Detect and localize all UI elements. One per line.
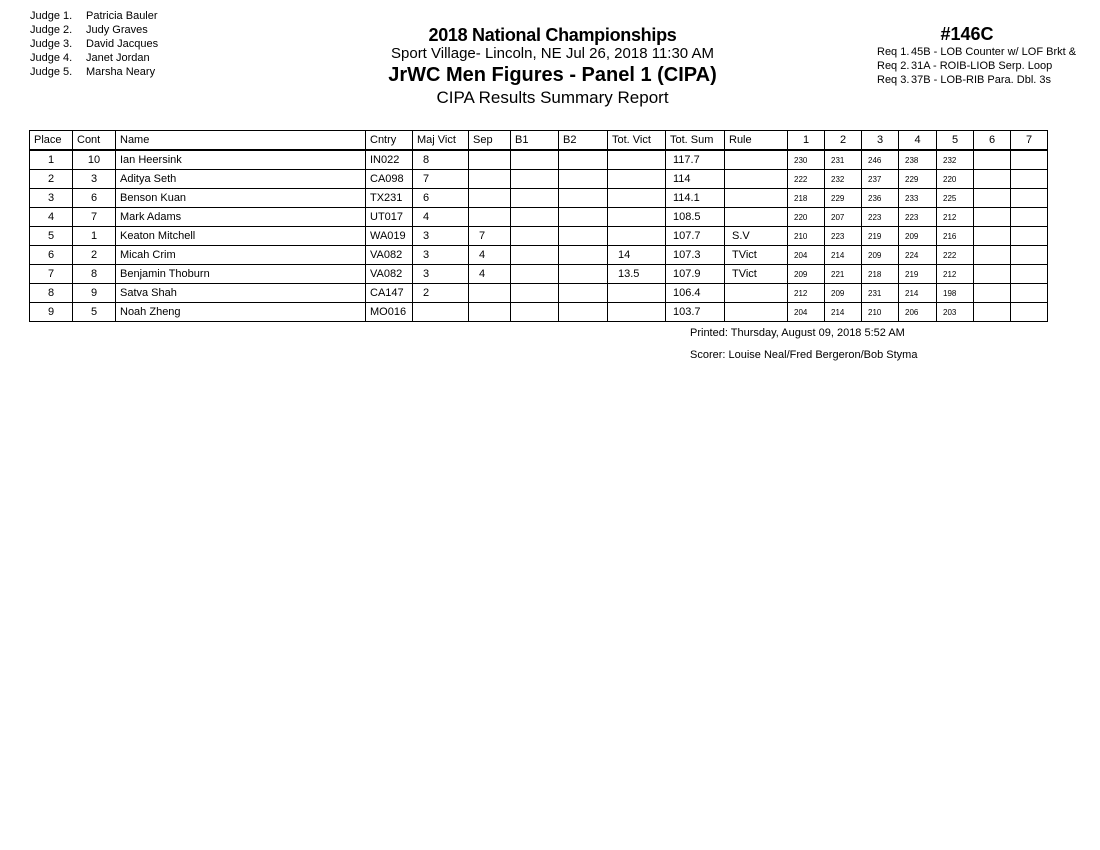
table-cell: 2 — [73, 246, 116, 265]
table-cell: 220 — [937, 170, 974, 189]
report-title: JrWC Men Figures - Panel 1 (CIPA) — [388, 64, 717, 86]
table-row — [30, 189, 1048, 208]
table-cell — [974, 208, 1011, 227]
table-cell: Satva Shah — [116, 284, 366, 303]
column-header: B2 — [559, 131, 608, 151]
table-cell: 230 — [788, 150, 825, 170]
requirement-text: 45B - LOB Counter w/ LOF Brkt & — [911, 46, 1077, 58]
table-row — [30, 170, 1048, 189]
table-cell: 114.1 — [666, 189, 725, 208]
table-cell: VA082 — [366, 246, 413, 265]
judge-label: Judge 2. — [30, 24, 73, 36]
column-header: 2 — [825, 131, 862, 151]
table-cell — [608, 170, 666, 189]
table-cell: 231 — [862, 284, 899, 303]
table-cell: CA098 — [366, 170, 413, 189]
table-cell: 1 — [30, 150, 73, 170]
table-cell: Benson Kuan — [116, 189, 366, 208]
table-cell — [559, 189, 608, 208]
table-cell: 7 — [413, 170, 469, 189]
table-cell: 3 — [413, 246, 469, 265]
table-cell — [1011, 246, 1048, 265]
table-cell: 107.3 — [666, 246, 725, 265]
table-cell: 218 — [788, 189, 825, 208]
column-header: Tot. Sum — [666, 131, 725, 151]
requirement-item — [877, 59, 1076, 73]
table-cell: 219 — [899, 265, 937, 284]
table-cell: 114 — [666, 170, 725, 189]
table-cell: 219 — [862, 227, 899, 246]
table-cell: Benjamin Thoburn — [116, 265, 366, 284]
table-cell — [1011, 227, 1048, 246]
table-cell: 212 — [937, 265, 974, 284]
judge-name: Patricia Bauler — [86, 10, 158, 22]
requirements-panel — [877, 24, 1076, 87]
table-cell: 223 — [862, 208, 899, 227]
table-cell: 236 — [862, 189, 899, 208]
table-cell: 117.7 — [666, 150, 725, 170]
table-cell: 225 — [937, 189, 974, 208]
table-cell — [559, 208, 608, 227]
table-cell: 9 — [30, 303, 73, 322]
requirement-item — [877, 73, 1076, 87]
table-cell — [511, 189, 559, 208]
table-cell — [1011, 284, 1048, 303]
table-cell: 9 — [73, 284, 116, 303]
table-cell — [511, 246, 559, 265]
table-cell: 232 — [937, 150, 974, 170]
table-cell: TVict — [725, 246, 788, 265]
table-cell — [511, 227, 559, 246]
table-cell: Noah Zheng — [116, 303, 366, 322]
table-cell — [608, 227, 666, 246]
table-cell: 206 — [899, 303, 937, 322]
table-cell — [1011, 150, 1048, 170]
requirement-text: 37B - LOB-RIB Para. Dbl. 3s — [911, 74, 1051, 86]
table-cell: 7 — [469, 227, 511, 246]
judge-item — [30, 51, 158, 65]
table-cell: Ian Heersink — [116, 150, 366, 170]
table-cell: 2 — [413, 284, 469, 303]
column-header: 5 — [937, 131, 974, 151]
table-cell: 14 — [608, 246, 666, 265]
table-cell: 231 — [825, 150, 862, 170]
table-cell — [608, 189, 666, 208]
table-cell: 3 — [413, 265, 469, 284]
table-cell — [559, 284, 608, 303]
requirement-item — [877, 45, 1076, 59]
table-cell: 7 — [30, 265, 73, 284]
table-cell: 207 — [825, 208, 862, 227]
table-cell — [559, 303, 608, 322]
table-cell — [559, 227, 608, 246]
column-header: 3 — [862, 131, 899, 151]
judge-item — [30, 65, 158, 79]
report-header — [300, 25, 805, 109]
printed-date: Printed: Thursday, August 09, 2018 5:52 AM — [690, 327, 905, 339]
column-header: Name — [116, 131, 366, 151]
table-cell: 209 — [788, 265, 825, 284]
table-cell: 229 — [899, 170, 937, 189]
table-cell: VA082 — [366, 265, 413, 284]
table-cell: 6 — [30, 246, 73, 265]
requirement-label: Req 3. — [877, 74, 910, 86]
table-cell: 5 — [73, 303, 116, 322]
table-cell — [559, 246, 608, 265]
table-cell: 10 — [73, 150, 116, 170]
table-cell: 203 — [937, 303, 974, 322]
column-header: B1 — [511, 131, 559, 151]
table-cell: 4 — [30, 208, 73, 227]
table-cell — [469, 208, 511, 227]
table-row — [30, 208, 1048, 227]
table-cell: 8 — [30, 284, 73, 303]
table-cell: MO016 — [366, 303, 413, 322]
table-cell — [559, 265, 608, 284]
table-cell: 4 — [469, 246, 511, 265]
column-header: Cntry — [366, 131, 413, 151]
table-cell: 4 — [413, 208, 469, 227]
table-cell: 212 — [788, 284, 825, 303]
table-cell: UT017 — [366, 208, 413, 227]
table-cell — [469, 284, 511, 303]
table-cell — [1011, 208, 1048, 227]
table-cell: 1 — [73, 227, 116, 246]
table-cell: 4 — [469, 265, 511, 284]
table-cell: 108.5 — [666, 208, 725, 227]
table-cell — [725, 170, 788, 189]
table-cell: 223 — [825, 227, 862, 246]
table-cell: 224 — [899, 246, 937, 265]
table-cell — [469, 303, 511, 322]
column-header: 6 — [974, 131, 1011, 151]
table-cell — [511, 265, 559, 284]
table-cell: 212 — [937, 208, 974, 227]
judge-name: Judy Graves — [86, 24, 148, 36]
table-cell — [1011, 189, 1048, 208]
table-cell: 216 — [937, 227, 974, 246]
table-cell — [1011, 303, 1048, 322]
table-cell: 13.5 — [608, 265, 666, 284]
table-cell — [608, 208, 666, 227]
table-cell: 3 — [73, 170, 116, 189]
table-cell: 209 — [899, 227, 937, 246]
table-row — [30, 265, 1048, 284]
requirement-text: 31A - ROIB-LIOB Serp. Loop — [911, 60, 1053, 72]
table-cell: 233 — [899, 189, 937, 208]
table-cell: 6 — [73, 189, 116, 208]
table-cell: 237 — [862, 170, 899, 189]
table-cell: 210 — [788, 227, 825, 246]
table-cell — [974, 170, 1011, 189]
table-cell: 209 — [862, 246, 899, 265]
table-cell — [608, 150, 666, 170]
table-cell — [974, 284, 1011, 303]
table-cell — [974, 265, 1011, 284]
table-cell — [725, 189, 788, 208]
table-row — [30, 246, 1048, 265]
table-cell — [974, 189, 1011, 208]
scorer-names: Scorer: Louise Neal/Fred Bergeron/Bob Styma — [690, 349, 918, 361]
judge-label: Judge 4. — [30, 52, 73, 64]
table-cell: 198 — [937, 284, 974, 303]
table-cell — [511, 303, 559, 322]
table-cell — [469, 150, 511, 170]
table-cell: Aditya Seth — [116, 170, 366, 189]
judges-list — [30, 9, 158, 79]
table-cell — [511, 208, 559, 227]
table-cell: 107.9 — [666, 265, 725, 284]
report-subtitle: CIPA Results Summary Report — [436, 88, 669, 107]
table-cell: 6 — [413, 189, 469, 208]
table-cell: 107.7 — [666, 227, 725, 246]
table-cell — [469, 170, 511, 189]
judge-name: Marsha Neary — [86, 66, 156, 78]
table-cell — [559, 150, 608, 170]
table-row — [30, 284, 1048, 303]
table-cell: 220 — [788, 208, 825, 227]
results-table — [29, 130, 1048, 322]
event-name: 2018 National Championships — [428, 25, 677, 45]
column-header: Rule — [725, 131, 788, 151]
table-row — [30, 303, 1048, 322]
table-cell: 229 — [825, 189, 862, 208]
table-cell: 8 — [413, 150, 469, 170]
judge-label: Judge 3. — [30, 38, 73, 50]
table-cell: 221 — [825, 265, 862, 284]
table-cell — [1011, 265, 1048, 284]
venue-date: Sport Village- Lincoln, NE Jul 26, 2018 11:30 AM — [391, 45, 714, 62]
table-cell: Micah Crim — [116, 246, 366, 265]
table-cell: 222 — [937, 246, 974, 265]
table-cell: 103.7 — [666, 303, 725, 322]
table-cell — [725, 303, 788, 322]
table-cell: 7 — [73, 208, 116, 227]
table-cell: TX231 — [366, 189, 413, 208]
column-header: 4 — [899, 131, 937, 151]
table-cell: 238 — [899, 150, 937, 170]
judge-label: Judge 1. — [30, 10, 73, 22]
column-header: Place — [30, 131, 73, 151]
table-cell: 214 — [825, 303, 862, 322]
table-cell — [974, 303, 1011, 322]
table-cell — [559, 170, 608, 189]
table-cell — [511, 284, 559, 303]
table-cell — [725, 150, 788, 170]
table-cell — [511, 170, 559, 189]
column-header: Sep — [469, 131, 511, 151]
event-code: #146C — [940, 24, 994, 44]
table-cell: 214 — [899, 284, 937, 303]
table-cell: Mark Adams — [116, 208, 366, 227]
table-cell: 8 — [73, 265, 116, 284]
table-cell — [511, 150, 559, 170]
table-cell: 5 — [30, 227, 73, 246]
table-cell: IN022 — [366, 150, 413, 170]
table-cell: 209 — [825, 284, 862, 303]
column-header: Maj Vict — [413, 131, 469, 151]
table-cell: 3 — [413, 227, 469, 246]
judge-name: David Jacques — [86, 38, 159, 50]
table-cell: TVict — [725, 265, 788, 284]
table-cell — [974, 150, 1011, 170]
table-cell: 222 — [788, 170, 825, 189]
table-cell: Keaton Mitchell — [116, 227, 366, 246]
table-cell: 3 — [30, 189, 73, 208]
table-cell — [608, 284, 666, 303]
table-cell: 2 — [30, 170, 73, 189]
judge-item — [30, 37, 158, 51]
table-cell — [974, 246, 1011, 265]
column-header: Cont — [73, 131, 116, 151]
judge-item — [30, 23, 158, 37]
table-cell: WA019 — [366, 227, 413, 246]
table-cell: 204 — [788, 303, 825, 322]
table-row — [30, 227, 1048, 246]
table-cell — [469, 189, 511, 208]
table-cell: 218 — [862, 265, 899, 284]
requirement-label: Req 2. — [877, 60, 910, 72]
table-cell: 232 — [825, 170, 862, 189]
judge-label: Judge 5. — [30, 66, 73, 78]
column-header: 1 — [788, 131, 825, 151]
judge-item — [30, 9, 158, 23]
table-cell: 246 — [862, 150, 899, 170]
table-cell — [1011, 170, 1048, 189]
table-cell — [974, 227, 1011, 246]
judge-name: Janet Jordan — [86, 52, 150, 64]
table-cell: 210 — [862, 303, 899, 322]
table-cell: 223 — [899, 208, 937, 227]
table-cell: S.V — [725, 227, 788, 246]
table-cell: 106.4 — [666, 284, 725, 303]
table-cell — [413, 303, 469, 322]
table-cell — [725, 284, 788, 303]
table-cell: CA147 — [366, 284, 413, 303]
column-header: Tot. Vict — [608, 131, 666, 151]
table-cell: 204 — [788, 246, 825, 265]
table-row — [30, 150, 1048, 170]
table-cell — [608, 303, 666, 322]
column-header: 7 — [1011, 131, 1048, 151]
table-cell: 214 — [825, 246, 862, 265]
requirement-label: Req 1. — [877, 46, 910, 58]
table-cell — [725, 208, 788, 227]
